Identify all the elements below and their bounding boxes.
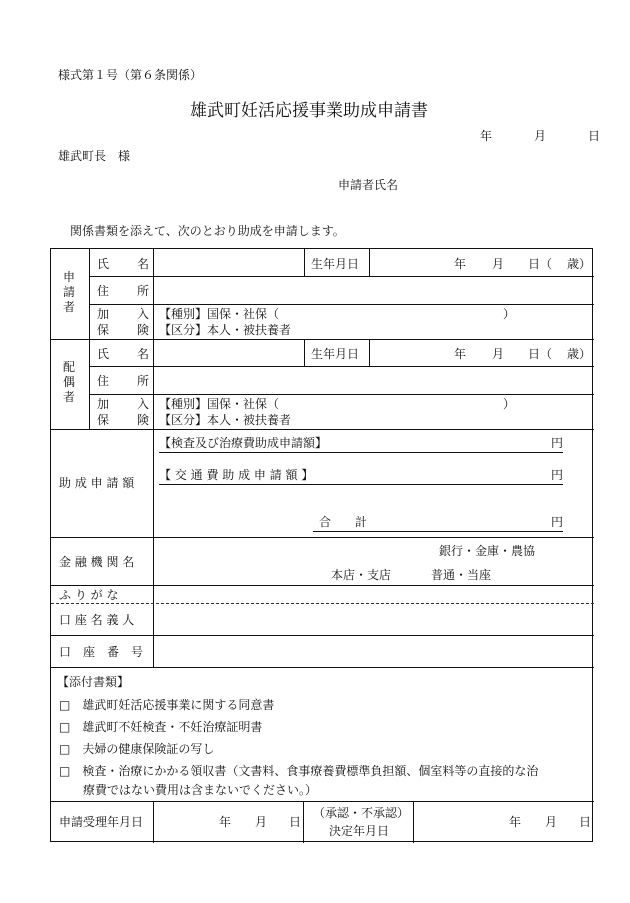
spouse-insurance-label-1b: 入 <box>137 397 150 411</box>
spouse-dob-month: 月 <box>492 347 505 361</box>
applicant-insurance-label-1a: 加 <box>97 307 110 321</box>
spouse-dob-age: 歳） <box>567 347 592 361</box>
bank-number-field[interactable] <box>155 636 593 666</box>
grant-total-label: 合 計 <box>319 515 368 529</box>
bank-furigana-label: ふ り が な <box>59 588 119 602</box>
bank-institution-label: 金 融 機 関 名 <box>59 555 135 569</box>
applicant-name-label: 申請者氏名 <box>338 178 399 192</box>
bank-furigana-field[interactable] <box>155 586 593 602</box>
spouse-address-field[interactable] <box>155 367 593 393</box>
applicant-dob-age: 歳） <box>567 257 592 271</box>
received-month: 月 <box>255 815 268 829</box>
applicant-insurance-type: 【種別】国保・社保（ <box>159 307 280 321</box>
applicant-name-field[interactable] <box>155 249 303 275</box>
attachment-item: □ 夫婦の健康保険証の写し <box>59 742 215 756</box>
date-month: 月 <box>534 129 547 143</box>
form-title: 雄武町妊活応援事業助成申請書 <box>190 101 428 121</box>
applicant-address-label-2: 所 <box>137 284 150 298</box>
applicant-address-label-1: 住 <box>97 284 110 298</box>
applicant-section-label: 申請者 <box>62 270 75 314</box>
intro-text: 関係書類を添えて、次のとおり助成を申請します。 <box>70 224 345 238</box>
bank-institution-types: 銀行・金庫・農協 <box>439 544 536 558</box>
spouse-insurance-label-2b: 険 <box>137 413 150 427</box>
applicant-insurance-label-2b: 険 <box>137 323 150 337</box>
grant-transport-yen: 円 <box>551 468 564 482</box>
grant-exam-yen: 円 <box>551 436 564 450</box>
spouse-name-field[interactable] <box>155 340 303 366</box>
received-day: 日 <box>289 815 302 829</box>
decision-month: 月 <box>545 815 558 829</box>
form-number: 様式第１号（第６条関係） <box>58 68 203 82</box>
spouse-dob-year: 年 <box>454 347 467 361</box>
date-year: 年 <box>480 129 493 143</box>
decision-label-2: 決定年月日 <box>329 824 390 838</box>
addressee: 雄武町長 様 <box>58 149 131 163</box>
applicant-insurance-label-1b: 入 <box>137 307 150 321</box>
spouse-insurance-type-close: ） <box>503 397 516 411</box>
applicant-dob-label: 生年月日 <box>311 257 360 271</box>
spouse-insurance-label-1a: 加 <box>97 397 110 411</box>
attachment-item: □ 雄武町不妊検査・不妊治療証明書 <box>59 720 263 734</box>
bank-holder-field[interactable] <box>155 604 593 634</box>
spouse-address-label-1: 住 <box>97 374 110 388</box>
applicant-name-label-1: 氏 <box>97 257 110 271</box>
decision-day: 日 <box>579 815 592 829</box>
spouse-section-label: 配偶者 <box>62 360 75 404</box>
attachments-header: 【添付書類】 <box>57 675 130 689</box>
spouse-insurance-type: 【種別】国保・社保（ <box>159 397 280 411</box>
attachment-item: 療費ではない費用は含まないでください。） <box>59 783 318 797</box>
applicant-dob-day: 日（ <box>528 257 553 271</box>
spouse-insurance-label-2a: 保 <box>97 413 110 427</box>
attachment-item: □ 雄武町妊活応援事業に関する同意書 <box>59 698 275 712</box>
applicant-insurance-type-close: ） <box>503 307 516 321</box>
spouse-name-label-2: 名 <box>137 347 150 361</box>
applicant-address-field[interactable] <box>155 277 593 303</box>
applicant-insurance-class: 【区分】本人・被扶養者 <box>159 323 292 337</box>
bank-holder-label: 口 座 名 義 人 <box>59 613 135 627</box>
grant-exam-label: 【検査及び治療費助成申請額】 <box>159 436 328 450</box>
grant-label: 助 成 申 請 額 <box>59 476 135 490</box>
applicant-dob-year: 年 <box>454 257 467 271</box>
received-year: 年 <box>219 815 232 829</box>
spouse-name-label-1: 氏 <box>97 347 110 361</box>
spouse-dob-day: 日（ <box>528 347 553 361</box>
grant-total-yen: 円 <box>551 515 564 529</box>
decision-year: 年 <box>509 815 522 829</box>
bank-number-label: 口 座 番 号 <box>59 645 144 659</box>
bank-account-types: 普通・当座 <box>431 568 492 582</box>
bank-branch-types: 本店・支店 <box>331 568 392 582</box>
decision-label-1: （承認・不承認） <box>313 806 410 820</box>
spouse-dob-label: 生年月日 <box>311 347 360 361</box>
applicant-dob-month: 月 <box>492 257 505 271</box>
date-day: 日 <box>588 129 601 143</box>
application-table <box>50 248 593 842</box>
applicant-insurance-label-2a: 保 <box>97 323 110 337</box>
applicant-name-label-2: 名 <box>137 257 150 271</box>
grant-transport-label: 【 交 通 費 助 成 申 請 額 】 <box>159 468 314 482</box>
received-date-label: 申請受理年月日 <box>59 815 144 829</box>
spouse-address-label-2: 所 <box>137 374 150 388</box>
spouse-insurance-class: 【区分】本人・被扶養者 <box>159 413 292 427</box>
attachment-item: □ 検査・治療にかかる領収書（文書料、食事療養費標準負担額、個室料等の直接的な治 <box>59 764 539 778</box>
